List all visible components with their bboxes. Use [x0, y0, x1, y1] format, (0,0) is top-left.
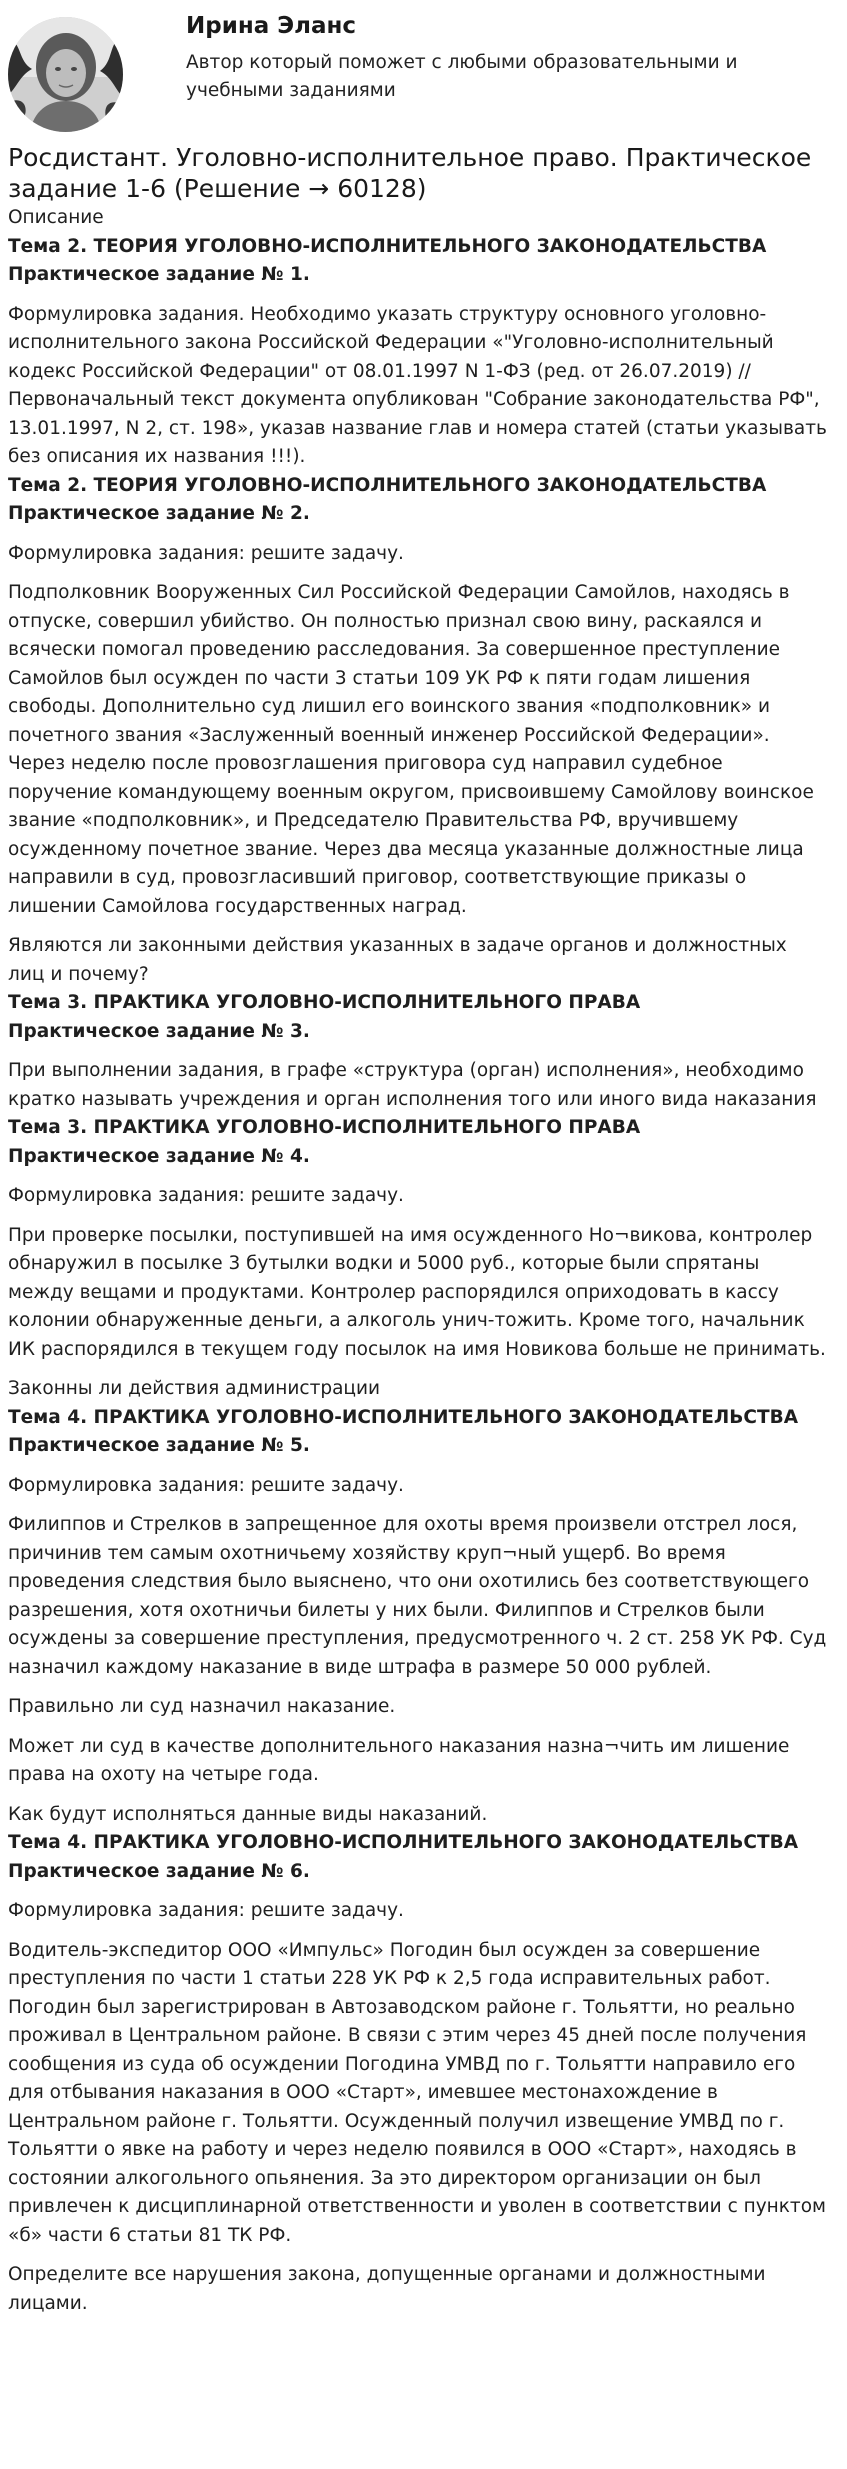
- section-heading: Тема 2. ТЕОРИЯ УГОЛОВНО-ИСПОЛНИТЕЛЬНОГО ЗАКОНОДАТЕЛЬСТВА: [8, 474, 767, 496]
- paragraph: Водитель-экспедитор ООО «Импульс» Погодин был осужден за совершение преступления по части 1 статьи 228 УК РФ к 2,5 года исправительных работ. Погодин был зарегистрирован в Автозаводском районе г. Тольятти, но реально проживал в Центральном районе. В связи с этим через 45 дней после получения сообщения из суда об осуждении Погодина УМВД по г. Тольятти направило его для отбывания наказания в ООО «Старт», имевшее местонахождение в Центральном районе г. Тольятти. Осужденный получил извещение УМВД по г. Тольятти о явке на работу и через неделю появился в ООО «Старт», находясь в состоянии алкогольного опьянения. За это директором организации он был привлечен к дисциплинарной ответственности и уволен в соответствии с пунктом «б» части 6 статьи 81 ТК РФ.: [8, 1939, 826, 2246]
- description-label: Описание: [8, 207, 104, 228]
- section-heading: Практическое задание № 5.: [8, 1435, 310, 1456]
- section-heading: Тема 4. ПРАКТИКА УГОЛОВНО-ИСПОЛНИТЕЛЬНОГО ЗАКОНОДАТЕЛЬСТВА: [8, 1832, 799, 1853]
- author-card: [8, 8, 839, 128]
- avatar-portrait: [8, 17, 123, 132]
- author-name[interactable]: Ирина Эланс: [186, 13, 357, 39]
- paragraph: Как будут исполняться данные виды наказаний.: [8, 1803, 488, 1825]
- paragraph: Определите все нарушения закона, допущенные органами и должностными лицами.: [8, 2264, 766, 2314]
- section-heading: Тема 3. ПРАКТИКА УГОЛОВНО-ИСПОЛНИТЕЛЬНОГО ПРАВА: [8, 1117, 641, 1138]
- section-heading: Практическое задание № 4.: [8, 1145, 310, 1167]
- author-description: Автор который поможет с любыми образовательными и учебными заданиями: [186, 52, 738, 101]
- paragraph: Являются ли законными действия указанных в задаче органов и должностных лиц и почему?: [8, 935, 787, 985]
- paragraph: Формулировка задания: решите задачу.: [8, 1474, 404, 1496]
- section-heading: Практическое задание № 6.: [8, 1860, 310, 1882]
- section-heading: Тема 3. ПРАКТИКА УГОЛОВНО-ИСПОЛНИТЕЛЬНОГО ПРАВА: [8, 992, 641, 1013]
- paragraph: Формулировка задания: решите задачу.: [8, 542, 404, 564]
- document-body: [8, 233, 828, 2319]
- section-heading: Тема 4. ПРАКТИКА УГОЛОВНО-ИСПОЛНИТЕЛЬНОГО ЗАКОНОДАТЕЛЬСТВА: [8, 1406, 799, 1428]
- paragraph: При выполнении задания, в графе «структура (орган) исполнения», необходимо кратко называть учреждения и орган исполнения того или иного вида наказания: [8, 1060, 817, 1110]
- section-heading: Тема 2. ТЕОРИЯ УГОЛОВНО-ИСПОЛНИТЕЛЬНОГО ЗАКОНОДАТЕЛЬСТВА: [8, 235, 767, 257]
- paragraph: При проверке посылки, поступившей на имя осужденного Но¬викова, контролер обнаружил в посылке 3 бутылки водки и 5000 руб., которые были спрятаны между вещами и продуктами. Контролер распорядился оприходовать в кассу колонии обнаруженные деньги, а алкоголь унич-тожить. Кроме того, начальник ИК распорядился в текущем году посылок на имя Новикова больше не принимать.: [8, 1224, 826, 1360]
- author-avatar[interactable]: [8, 17, 123, 132]
- section-heading: Практическое задание № 1.: [8, 264, 310, 285]
- section-heading: Практическое задание № 3.: [8, 1020, 310, 1042]
- paragraph: Может ли суд в качестве дополнительного наказания назна¬чить им лишение права на охоту на четыре года.: [8, 1735, 790, 1785]
- paragraph: Филиппов и Стрелков в запрещенное для охоты время произвели отстрел лося, причинив тем самым охотничьему хозяйству круп¬ный ущерб. Во время проведения следствия было выяснено, что они охотились без соответствующего разрешения, хотя охотничьи билеты у них были. Филиппов и Стрелков были осуждены за совершение преступления, предусмотренного ч. 2 ст. 258 УК РФ. Суд назначил каждому наказание в виде штрафа в размере 50 000 рублей.: [8, 1514, 827, 1678]
- document-title: Росдистант. Уголовно-исполнительное право. Практическое задание 1-6 (Решение → 60128): [8, 143, 812, 203]
- section-heading: Практическое задание № 2.: [8, 503, 310, 524]
- paragraph: Формулировка задания. Необходимо указать структуру основного уголовно-исполнительного закона Российской Федерации «"Уголовно-исполнительный кодекс Российской Федерации" от 08.01.1997 N 1-ФЗ (ред. от 26.07.2019) // Первоначальный текст документа опубликован "Собрание законодательства РФ", 13.01.1997, N 2, ст. 198», указав название глав и номера статей (статьи указывать без описания их названия !!!).: [8, 303, 827, 467]
- paragraph: Правильно ли суд назначил наказание.: [8, 1696, 396, 1717]
- paragraph: Формулировка задания: решите задачу.: [8, 1900, 404, 1921]
- document-content: [8, 142, 828, 2318]
- paragraph: Законны ли действия администрации: [8, 1378, 381, 1399]
- paragraph: Формулировка задания: решите задачу.: [8, 1185, 404, 1206]
- paragraph: Подполковник Вооруженных Сил Российской Федерации Самойлов, находясь в отпуске, совершил убийство. Он полностью признал свою вину, раскаялся и всячески помогал проведению расследования. За совершенное преступление Самойлов был осужден по части 3 статьи 109 УК РФ к пяти годам лишения свободы. Дополнительно суд лишил его воинского звания «подполковник» и почетного звания «Заслуженный военный инженер Российской Федерации». Через неделю после провозглашения приговора суд направил судебное поручение командующему военным округом, присвоившему Самойлову воинское звание «подполковник», и Председателю Правительства РФ, вручившему осужденному почетное звание. Через два месяца указанные должностные лица направили в суд, провозгласивший приговор, соответствующие приказы о лишении Самойлова государственных наград.: [8, 582, 814, 917]
